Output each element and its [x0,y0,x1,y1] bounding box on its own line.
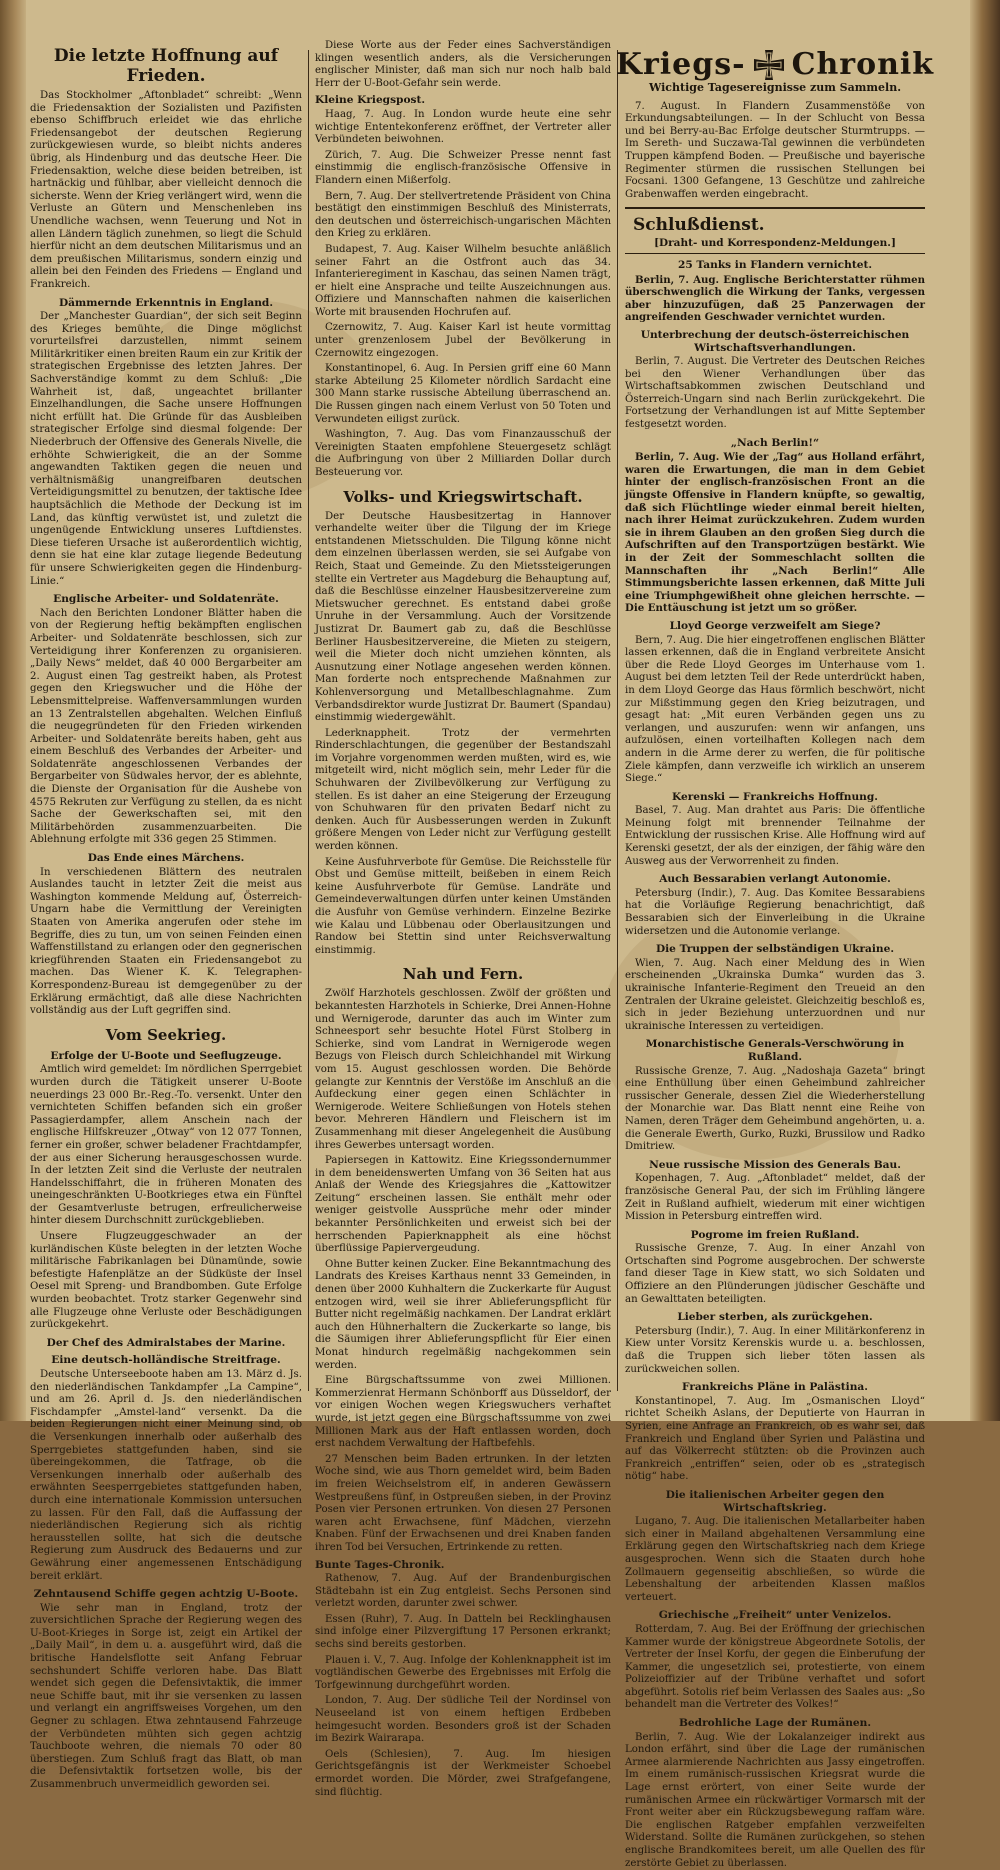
news-item: Basel, 7. Aug. Man drahtet aus Paris: Die öffentliche Meinung folgt mit brennender Teilnahme der Entwicklung der russischen Krise. Alle Hoffnung wird auf Kerenski gesetzt, der als der einzigen, der fähig wäre den Ausweg aus der Verworrenheit zu finden. [625,805,925,867]
news-item: Oels (Schlesien), 7. Aug. Im hiesigen Gerichtsgefängnis ist der Werkmeister Schoebel ermordet worden. Die Mörder, zwei Strafgefangene, sind flüchtig. [315,1748,611,1798]
article-paragraph: Unsere Flugzeuggeschwader an der kurländischen Küste belegten in der letzten Woche militärische Fabrikanlagen bei Dünamünde, sowie befestigte Hafenplätze an der Südküste der Insel Oesel mit Spreng- und Brandbomben. Gute Erfolge wurden beobachtet. Trotz starker Gegenwehr sind alle Flugzeuge ohne Verluste oder Beschädigungen zurückgekehrt. [30,1231,302,1331]
news-item: 27 Menschen beim Baden ertrunken. In der letzten Woche sind, wie aus Thorn gemeldet wird, beim Baden im freien Weichselstrom elf, in anderen Gewässern Westpreußens fünf, in Ostpreußen sieben, in der Provinz Posen vier Personen ertrunken. Von diesen 27 Personen waren acht Erwachsene, fünf Mädchen, vierzehn Knaben. Fünf der Erwachsenen und drei Knaben fanden ihren Tod bei Versuchen, Ertrinkende zu retten. [315,1453,611,1553]
news-item: Berlin, 7. Aug. Wie der „Tag“ aus Holland erfährt, waren die Erwartungen, die man in dem Gebiet hinter der englisch-französischen Front an die jüngste Offensive in Flandern knüpfte, so gewaltig, daß sich Flüchtlinge wieder einmal bereit hielten, nach ihrer Heimat zurückzukehren. Zudem wurden sie in ihrem Glauben an den großen Sieg durch die Aufschriften auf den Transportzügen bestärkt. Wie in der Zeit der Sommeschlacht sollten die Mannschaften ihr „Nach Berlin!“ Alle Stimmungsberichte lassen erkennen, daß Mitte Juli eine Triumphgewißheit ohne gleichen herrschte. — Die Enttäuschung ist jetzt um so größer. [625,451,925,615]
column-3 [615,40,935,1869]
news-item: Rotterdam, 7. Aug. Bei der Eröffnung der griechischen Kammer wurde der königstreue Abgeordnete Sotolis, der Vertreter der Insel Korfu, der gegen die Einberufung der Kammer, die ungesetzlich sei, protestierte, von einem Polizeioffizier auf der Tribüne verhaftet und sofort abgeführt. Sotolis rief beim Verlassen des Saales aus: „So behandelt man die Vertreter des Volkes!“ [625,1623,925,1711]
news-item: Zürich, 7. Aug. Die Schweizer Presse nennt fast einstimmig die englisch-französische Offensive in Flandern einen Mißerfolg. [315,149,611,186]
article-heading: Auch Bessarabien verlangt Autonomie. [659,873,891,886]
news-item: Konstantinopel, 6. Aug. In Persien griff eine 60 Mann starke Abteilung 25 Kilometer nördlich Sardacht eine 300 Mann starke russische Abteilung überraschend an. Die Russen gingen nach einem Verlust von 50 Toten und Verwundeten eiligst zurück. [315,363,611,425]
news-item: Essen (Ruhr), 7. Aug. In Datteln bei Recklinghausen sind infolge einer Pilzvergiftung 17 Personen erkrankt; sechs sind bereits gestorben. [315,1613,611,1651]
article-paragraph: Nach den Berichten Londoner Blätter haben die von der Regierung heftig bekämpften englischen Arbeiter- und Soldatenräte beschlossen, sich zur Verteidigung ihrer Konferenzen zu organisieren. „Daily News“ meldet, daß 40 000 Bergarbeiter am 2. August einen Tag gestreikt haben, als Protest gegen den Kriegswucher und die Höhe der Lebensmittelpreise. Waffenversammlungen wurden an 13 Zentralstellen abgehalten. Welchen Einfluß die neugegründeten für den Frieden wirkenden Arbeiter- und Soldatenräte bereits haben, geht aus einem Beschluß des Verbandes der Arbeiter- und Soldatenräte angeschlossenen Verbandes der Bergarbeiter von Südwales hervor, der es ablehnte, die Dienste der Organisation für die Aushebe von 4575 Rekruten zur Verfügung zu stellen, da es nicht Sache der Gewerkschaften sei, mit den Militärbehörden zusammenzuarbeiten. Die Ablehnung erfolgte mit 336 gegen 25 Stimmen. [30,607,302,846]
news-item: Czernowitz, 7. Aug. Kaiser Karl ist heute vormittag unter grenzenlosem Jubel der Bevölkerung in Czernowitz eingezogen. [315,322,611,359]
article-heading: Bunte Tages-Chronik. [315,1558,445,1571]
news-item: Petersburg (Indir.), 7. Aug. Das Komitee Bessarabiens hat die Vorläufige Regierung benachrichtigt, daß Bessarabien sich der Einverleibung in die Ukraine widersetzen und die Autonomie verlange. [625,887,925,937]
article-paragraph: Wie sehr man in England, trotz der zuversichtlichen Sprache der Regierung wegen des U-Boot-Krieges in Sorge ist, zeigt ein Artikel der „Daily Mail“, in dem u. a. ausgeführt wird, daß die britische Handelsflotte seit Anfang Februar sechshundert Schiffe verloren habe. Das Blatt wendet sich gegen die Defensivtaktik, die immer neue Schiffe baut, mit ihr sie versenken zu lassen und verlangt ein angriffsweises Vorgehen, um den Gegner zu schlagen. Etwa zehntausend Fahrzeuge der Verbündeten mühten sich gegen achtzig Tauchboote wehren, die niemals 70 oder 80 überstiegen. Zum Schluß fragt das Blatt, ob man die Defensivtaktik fortsetzen wolle, bis der Zusammenbruch unvermeidlich geworden sei. [30,1602,302,1790]
news-item: Bern, 7. Aug. Der stellvertretende Präsident von China bestätigt den einstimmigen Beschluß des Ministerrats, den deutschen und österreichisch-ungarischen Mächten den Krieg zu erklären. [315,190,611,240]
chronik-title-right: Chronik [791,47,935,82]
chronik-entry: 7. August. In Flandern Zusammenstöße von Erkundungsabteilungen. — In der Schlucht von Bessa und bei Berry-au-Bac Erfolge deutscher Sturmtrupps. — Im Sereth- und Suczawa-Tal gewinnen die verbündeten Truppen kämpfend Boden. — Preußische und bayerische Regimenter stürmen die russischen Stellungen bei Focsani. 1300 Gefangene, 13 Geschütze und zahlreiche Grabenwaffen werden eingebracht. [625,100,925,200]
news-item: Russische Grenze, 7. Aug. In einer Anzahl von Ortschaften sind Pogrome ausgebrochen. Der schwerste fand dieser Tage in Kiew statt, wo sich Soldaten und Offiziere an den Plünderungen jüdischer Geschäfte und an Gewalttaten beteiligten. [625,1243,925,1305]
column-1 [30,40,302,1790]
article-heading: Zehntausend Schiffe gegen achtzig U-Boote. [33,1588,299,1601]
article-heading: Lieber sterben, als zurückgehen. [677,1311,873,1324]
news-item: Budapest, 7. Aug. Kaiser Wilhelm besuchte anläßlich seiner Fahrt an die Ostfront auch das 34. Infanterieregiment in Kaschau, das seinen Namen trägt, er hielt eine Ansprache und teilte Auszeichnungen aus. Offiziere und Mannschaften nahmen die kaiserlichen Worte mit brausenden Hochrufen auf. [315,243,611,318]
article-heading: Die Truppen der selbständigen Ukraine. [655,943,895,956]
news-item: Keine Ausfuhrverbote für Gemüse. Die Reichsstelle für Obst und Gemüse mitteilt, beißeben in einem Reich keine Ausfuhrverbote für Gemüse. Landräte und Gemeindeverwaltungen dürfen unter keinen Umständen die Ausfuhr von Gemüse verhindern. Einzelne Bezirke wie Kalau und Lübbenau oder Oberlausitzungen und Randow bei Stettin sind unter Reichsverwaltung einstimmig. [315,856,611,956]
news-item: Berlin, 7. Aug. Wie der Lokalanzeiger indirekt aus London erfährt, sind über die Lage der rumänischen Armee alarmierende Nachrichten aus Jassy eingetroffen. Im einem rumänisch-russischen Kriegsrat wurde die Lage ernst erörtert, von einer Seite wurde der rumänischen Armee ein rückwärtiger Vormarsch mit der Front weiter aber ein Rückzugsbewegung raffam wäre. Die englischen Ratgeber empfahlen verzweifelten Widerstand. Sollte die Rumänen zurückgehen, so stehen englische Brandkomitees bereit, um alle Quellen des für zerstörte Gebiet zu überlassen. [625,1731,925,1869]
news-item: Wien, 7. Aug. Nach einer Meldung des in Wien erscheinenden „Ukrainska Dumka“ wurden das 3. ukrainische Infanterie-Regiment den Treueid an den Zentralen der Ukraine geleistet. Gleichzeitig beschloß es, sich in jeder Beziehung unterzuordnen und nur ukrainische Interessen zu verteidigen. [625,957,925,1032]
article-paragraph: Diese Worte aus der Feder eines Sachverständigen klingen wesentlich anders, als die Versicherungen englischer Minister, daß man sich nur noch halb bald Herr der U-Boot-Gefahr sein werde. [315,40,611,89]
article-heading: Unterbrechung der deutsch-österreichischen Wirtschaftsverhandlungen. [640,328,910,354]
article-heading: Die italienischen Arbeiter gegen den Wirtschaftskrieg. [665,1488,885,1514]
news-item: Plauen i. V., 7. Aug. Infolge der Kohlenknappheit ist im vogtländischen Gewerbe des Ergebnisses mit Erfolg die Torfgewinnung durchgeführt worden. [315,1654,611,1691]
article-heading: Kerenski — Frankreichs Hoffnung. [672,790,878,803]
news-item: Bern, 7. Aug. Die hier eingetroffenen englischen Blätter lassen erkennen, daß die in England verbreitete Ansicht über die Rede Lloyd Georges im Unterhause vom 1. August bei dem letzten Teil der Rede unterdrückt haben, in dem Lloyd George das Haus förmlich beschwört, nicht zur Mißstimmung gegen den Krieg beizutragen, und gesagt hat: „Mit euren Verbänden gegen uns zu verlangen, und auszurufen: wenn wir anfangen, uns aufzulösen, einen vorteilhaften Kollegen nach dem andern in die Arme derer zu werfen, die für politische Ziele kämpfen, dann verzweifle ich wirklich an unserem Siege.“ [625,634,925,785]
article-heading: 25 Tanks in Flandern vernichtet. [677,258,873,271]
column-2 [315,40,611,1798]
article-heading: „Nach Berlin!“ [730,436,820,449]
article-heading: Pogrome im freien Rußland. [690,1228,860,1241]
chronik-subtitle: Wichtige Tagesereignisse zum Sammeln. [648,81,902,94]
page-edge-left [0,0,26,1421]
news-item: Kopenhagen, 7. Aug. „Aftonbladet“ meldet, daß der französische General Pau, der sich im Frühling längere Zeit in Rußland aufhielt, wiederum mit einer wichtigen Mission in Petersburg eintreffen wird. [625,1173,925,1223]
article-paragraph: In verschiedenen Blättern des neutralen Auslandes taucht in letzter Zeit die meist aus Washington kommende Meldung auf, Österreich-Ungarn habe die Vermittlung der Vereinigten Staaten von Amerika angerufen oder stehe im Begriffe, dies zu tun, um von seinen Feinden einen Waffenstillstand zu erlangen oder den gegnerischen kriegführenden Staaten ein Friedensangebot zu machen. Das Wiener K. K. Telegraphen-Korrespondenz-Bureau ist demgegenüber zu der Erklärung ermächtigt, daß alle diese Nachrichten vollständig aus der Luft gegriffen sind. [30,866,302,1017]
chronik-title-left: Kriegs- [615,47,746,82]
section-divider [625,207,925,209]
article-heading: Kleine Kriegspost. [315,94,426,107]
article-heading: Griechische „Freiheit“ unter Venizelos. [658,1609,892,1622]
news-item: Lugano, 7. Aug. Die italienischen Metallarbeiter haben sich einer in Mailand abgehaltenen Versammlung eine Erklärung gegen den Wirtschaftskrieg nach dem Kriege ausgesprochen. Wenn sich die Staaten durch hohe Zollmauern gegenseitig abschließen, so würde die Lebenshaltung der arbeitenden Klassen maßlos verteuert. [625,1516,925,1603]
article-paragraph: Das Stockholmer „Aftonbladet“ schreibt: „Wenn die Friedensaktion der Sozialisten und Pazifisten ebenso Schiffbruch erleidet wie das ehrliche Friedensangebot der deutschen Regierung zurückgewiesen wurde, so bleibt nichts anderes übrig, als Hindenburg und das deutsche Heer. Die Friedensaktion, welche diese beiden betreiben, ist hartnäckig und fühlbar, aber vielleicht dennoch die sicherste. Wenn der Krieg verlängert wird, wenn die Verluste an Gütern und Menschenleben ins Unendliche wachsen, wenn Teuerung und Not in allen Ländern täglich zunehmen, so liegt die Schuld hierfür nicht an dem deutschen Militarismus und an dem preußischen Militarismus, sondern einzig und allein bei den Feinden des Friedens — England und Frankreich. [30,90,302,290]
news-item: Berlin, 7. Aug. Englische Berichterstatter rühmen überschwenglich die Wirkung der Tanks, vergessen aber hinzuzufügen, daß 25 Panzerwagen der angreifenden Geschwader vernichtet wurden. [625,273,925,324]
article-heading: Frankreichs Pläne in Palästina. [682,1381,868,1394]
article-heading: Eine deutsch-holländische Streitfrage. [51,1354,281,1367]
article-heading: Monarchistische Generals-Verschwörung in Rußland. [645,1038,905,1063]
column-rule [617,50,618,1391]
news-item: Petersburg (Indir.), 7. Aug. In einer Militärkonferenz in Kiew unter Vorsitz Kerenskis wurde u. a. beschlossen, daß die Truppen sich lieber töten lassen als zurückweichen sollen. [625,1325,925,1375]
page-edge-right [970,0,1000,1421]
news-item: Haag, 7. Aug. In London wurde heute eine sehr wichtige Ententekonferenz eröffnet, der Vertreter aller Verbündeten beiwohnen. [315,108,611,146]
article-paragraph: Der „Manchester Guardian“, der sich seit Beginn des Krieges bemühte, die Dinge möglichst vorurteilsfrei darzustellen, nimmt seinem Militärkritiker einen breiten Raum ein zur Kritik der strategischen Ergebnisse des letzten Jahres. Der Sachverständige kommt zu dem Schluß: „Die Wahrheit ist, daß, ungeachtet brillanter Einzelhandlungen, die Sache unsere Hoffnungen nicht erfüllt hat. Die Gründe für das Ausbleiben strategischer Erfolge sind diesmal folgende: Der Niederbruch der Offensive des Generals Nivelle, die erhöhte Schwierigkeit, die an der Somme angewandten Taktiken gegen die neuen und verhältnismäßig unangreifbaren deutschen Verteidigungsmittel zu benutzen, der taktische Idee hauptsächlich die Methode der Deckung ist im Land, das künftig verwüstet ist, und zuletzt die ungenügende Entwicklung unseres Luftdienstes. Diese tieferen Ursache ist außerordentlich wichtig, denn sie hat eine klar zutage liegende Bedeutung für unsere Schwierigkeiten gegen die Hindenburg-Linie.“ [30,311,302,587]
news-item: Washington, 7. Aug. Das vom Finanzausschuß der Vereinigten Staaten empfohlene Steuergesetz schlägt die Aufbringung von über 2 Milliarden Dollar durch Besteuerung vor. [315,429,611,478]
news-item: Der Deutsche Hausbesitzertag in Hannover verhandelte weiter über die Tilgung der im Kriege entstandenen Mietsschulden. Die Tilgung könne nicht dem einzelnen überlassen werden, sie sei Aufgabe von Reich, Staat und Gemeinde. Zu den Mietssteigerungen stellte ein Vertreter aus Magdeburg die Behauptung auf, daß die Beschlüsse einzelner Hausbesitzervereine zum Mietswucher gerechnet. Es entstand dabei große Unruhe in der Versammlung. Auch der Vorsitzende Justizrat Dr. Baumert gab zu, daß die Beschlüsse Berliner Hausbesitzervereine, die Mieten zu steigern, weil die Mieter doch nicht umziehen könnten, als Ausnutzung einer Notlage angesehen werden können. Man forderte noch entsprechende Maßnahmen zur Kohlenversorgung und Metallbeschlagnahme. Zum Verbandsdirektor wurde Justizrat Dr. Baumert (Spandau) einstimmig wiedergewählt. [315,510,611,724]
article-heading: Dämmernde Erkenntnis in England. [58,296,274,309]
article-heading: Bedrohliche Lage der Rumänen. [678,1717,872,1730]
section-subtitle: [Draht- und Korrespondenz-Meldungen.] [625,237,925,254]
section-title: Schlußdienst. [633,215,765,236]
news-item: Ohne Butter keinen Zucker. Eine Bekanntmachung des Landrats des Kreises Karthaus nennt 33 Gemeinden, in denen über 2000 Kuhhaltern die Zuckerkarte für August entzogen wird, weil sie ihrer Ablieferungspflicht für Butter nicht regelmäßig nachkamen. Der Landrat erklärt auch den Hühnerhaltern die Zuckerkarte so lange, bis die Säumigen ihrer Ablieferungspflicht für Eier einen Monat hindurch regelmäßig nachgekommen sein werden. [315,1258,611,1371]
news-item: Zwölf Harzhotels geschlossen. Zwölf der größten und bekanntesten Harzhotels in Schierke, Drei Annen-Hohne und Wernigerode, darunter das auch im Winter zum Schneesport sehr besuchte Hotel Fürst Stolberg in Schierke, sind vom Landrat in Wernigerode wegen Bezugs von Fleisch durch Schleichhandel mit Wirkung vom 15. August geschlossen worden. Die Behörde gelangte zur Kenntnis der Verstöße im Anschluß an die Aufdeckung einer gegen einen Schlächter in Wernigerode. Weitere Schließungen von Hotels stehen bevor. Mehreren Händlern und Fleischern ist im Zusammenhang mit dieser Angelegenheit die Ausübung ihres Gewerbes untersagt worden. [315,988,611,1151]
article-heading: Englische Arbeiter- und Soldatenräte. [53,593,279,606]
news-item: London, 7. Aug. Der südliche Teil der Nordinsel von Neuseeland ist von einem heftigen Erdbeben heimgesucht worden. Besonders groß ist der Schaden im Bezirk Wairarapa. [315,1695,611,1745]
chronik-masthead [615,47,935,82]
news-item: Berlin, 7. August. Die Vertreter des Deutschen Reiches bei den Wiener Verhandlungen über das Wirtschaftsabkommen zwischen Deutschland und Österreich-Ungarn sind nach Berlin zurückgekehrt. Die Fortsetzung der Verhandlungen ist auf Mitte September festgesetzt worden. [625,356,925,431]
news-item: Eine Bürgschaftssumme von zwei Millionen. Kommerzienrat Hermann Schönborff aus Düsseldorf, der vor einigen Wochen wegen Kriegswuchers verhaftet wurde, ist jetzt gegen eine Bürgschaftssumme von zwei Millionen Mark aus der Haft entlassen worden, doch erst nachdem Verwaltung der Haftbefehls. [315,1375,611,1450]
column-rule [308,50,309,1391]
section-title: Volks- und Kriegswirtschaft. [343,487,583,506]
news-item: Lederknappheit. Trotz der vermehrten Rinderschlachtungen, die gegenüber der Bestandszahl im Vorjahre vorgenommen werden mußten, wird es, wie mitgeteilt wird, nicht möglich sein, mehr Leder für die Schuhwaren der Zivilbevölkerung zur Verfügung zu stellen. Es ist daher an eine Steigerung der Erzeugung von Schuhwaren für den privaten Bedarf nicht zu denken. Auch für Ausbesserungen werden in Zukunft größere Mengen von Leder nicht zur Verfügung gestellt werden können. [315,727,611,853]
article-heading: Neue russische Mission des Generals Bau. [649,1158,901,1171]
article-heading: Erfolge der U-Boote und Seeflugzeuge. [50,1049,282,1062]
article-paragraph: Deutsche Unterseeboote haben am 13. März d. Js. den niederländischen Tankdampfer „La Campine“, und am 26. April d. Js. den niederländischen Fischdampfer „Amstel-land“ versenkt. Da die beiden Regierungen nicht einer Meinung sind, ob die Versenkungen innerhalb oder außerhalb des Sperrgebietes stattgefunden haben, sind sie übereingekommen, die Tatfrage, ob die Versenkungen innerhalb oder außerhalb des erwähnten Seesperrgebietes stattgefunden haben, durch eine internationale Kommission untersuchen zu lassen. Für den Fall, daß die Auffassung der niederländischen Regierung sich als richtig herausstellen sollte, hat sich die deutsche Regierung zum Ausdruck des Bedauerns und zur Gewährung einer angemessenen Entschädigung bereit erklärt. [30,1369,302,1582]
news-item: Russische Grenze, 7. Aug. „Nadoshaja Gazeta“ bringt eine Enthüllung über einen Geheimbund zahlreicher russischer Generale, dessen Ziel die Wiederherstellung der Monarchie war. Das Blatt nennt eine Reihe von Namen, deren Träger dem Geheimbund angehörten, u. a. die Generale Ewerth, Gurko, Ruzki, Brussilow und Radko Dmitriew. [625,1065,925,1153]
article-signature: Der Chef des Admiralstabes der Marine. [46,1336,286,1349]
section-title: Vom Seekrieg. [105,1025,227,1044]
iron-cross-icon [752,48,786,82]
news-item: Konstantinopel, 7. Aug. Im „Osmanischen Lloyd“ richtet Scheikh Aslans, der Deputierte von Haurran in Syrien, eine Anfrage an Frankreich, ob es wahr sei, daß Frankreich und England über Syrien und Palästina und auf das Völkerrecht stützten: ob die Provinzen auch Frankreich „entriffen“ seien, oder ob es „strategisch nötig“ habe. [625,1395,925,1483]
article-heading: Lloyd George verzweifelt am Siege? [669,619,881,632]
news-item: Papiersegen in Kattowitz. Eine Kriegssondernummer in dem beneidenswerten Umfang von 36 Seiten hat aus Anlaß der Wende des Kriegsjahres die „Kattowitzer Zeitung“ erscheinen lassen. Sie enthält mehr oder weniger geistvolle Aussprüche mehr oder minder bekannter Persönlichkeiten und erweist sich bei der herrschenden Papierknappheit als eine höchst überflüssige Papiervergeudung. [315,1155,611,1255]
section-title: Nah und Fern. [402,965,524,984]
article-title: Die letzte Hoffnung auf Frieden. [53,46,279,86]
news-item: Rathenow, 7. Aug. Auf der Brandenburgischen Städtebahn ist ein Zug entgleist. Sechs Personen sind verletzt worden, darunter zwei schwer. [315,1573,611,1610]
article-paragraph: Amtlich wird gemeldet: Im nördlichen Sperrgebiet wurden durch die Tätigkeit unserer U-Boote neuerdings 23 000 Br.-Reg.-To. versenkt. Unter den vernichteten Schiffen befanden sich ein großer Passagierdampfer, allem Anschein nach der englische Hilfskreuzer „Otway“ von 12 077 Tonnen, ferner ein großer, schwer beladener Frachtdampfer, der aus einer Sicherung herausgeschossen wurde. In der letzten Zeit sind die Verluste der neutralen Handelsschiffahrt, die in früheren Monaten des uneingeschränkten U-Bootkrieges etwa ein Fünftel der Gesamtverluste betrugen, erfreulicherweise hinter diesem Durchschnitt zurückgeblieben. [30,1064,302,1227]
article-heading: Das Ende eines Märchens. [87,852,245,865]
